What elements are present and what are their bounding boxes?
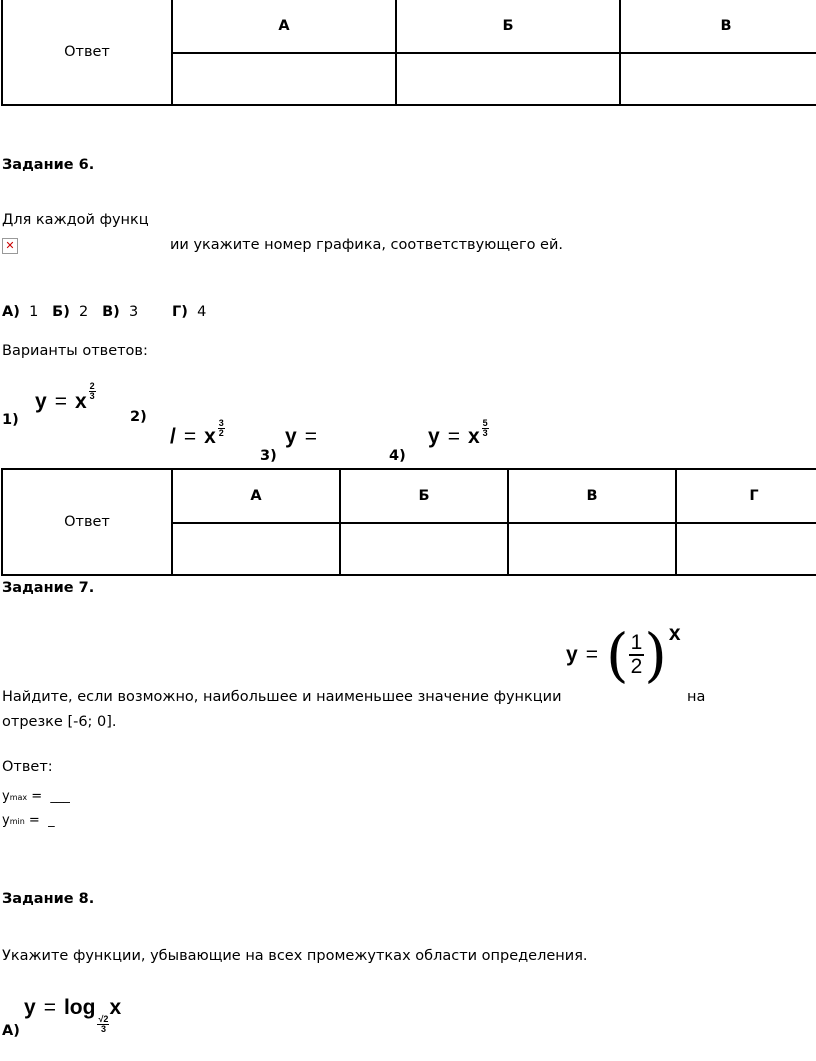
answer-v-label: В) <box>102 304 120 320</box>
answer-cell-b[interactable] <box>340 523 508 575</box>
task-6-text-part1: Для каждой функц <box>2 212 149 228</box>
task-7-text-na: на <box>687 689 706 705</box>
answer-g <box>172 304 206 320</box>
option-1-number: 1) <box>2 412 19 428</box>
ymin-line: ymin = _ <box>2 813 55 828</box>
option-2-number: 2) <box>130 409 147 425</box>
answer-cell-b[interactable] <box>396 53 620 105</box>
answer-cell-v[interactable] <box>508 523 676 575</box>
column-header-b: Б <box>340 469 508 523</box>
task-6-text-part2: ии укажите номер графика, соответствующего ей. <box>170 237 564 253</box>
answer-row-label: Ответ <box>2 0 172 105</box>
option-4-number: 4) <box>389 448 406 464</box>
answer-cell-v[interactable] <box>620 53 816 105</box>
answer-cell-a[interactable] <box>172 53 396 105</box>
answer-b-label: Б) <box>52 304 70 320</box>
column-header-a: А <box>172 0 396 53</box>
task-7-title: Задание 7. <box>2 580 95 596</box>
task-7-text-line2: отрезке [-6; 0]. <box>2 714 117 730</box>
task-8-text: Укажите функции, убывающие на всех промежутках области определения. <box>2 948 588 964</box>
option-3-formula: y = <box>285 425 317 448</box>
column-header-v: В <box>620 0 816 53</box>
task-6-title: Задание 6. <box>2 157 95 173</box>
answer-g-label: Г) <box>172 304 188 320</box>
column-header-v: В <box>508 469 676 523</box>
answer-b-value: 2 <box>79 304 89 320</box>
answer-cell-g[interactable] <box>676 523 816 575</box>
answer-a-value: 1 <box>29 304 39 320</box>
task-8-formula: $y = \log\frac{√2}{3}$ x <box>24 996 122 1034</box>
column-header-b: Б <box>396 0 620 53</box>
option-2-formula: / = x $\frac{3}{2}$ <box>170 418 224 448</box>
task-7-text-line1: Найдите, если возможно, наибольшее и наименьшее значение функции <box>2 689 562 705</box>
task-7-answer-label: Ответ: <box>2 759 53 775</box>
option-4-formula: y = x $\frac{5}{3}$ <box>428 418 488 448</box>
answer-a-label: А) <box>2 304 20 320</box>
column-header-g: Г <box>676 469 816 523</box>
task-8-title: Задание 8. <box>2 891 95 907</box>
option-3-number: 3) <box>260 448 277 464</box>
answer-table-2 <box>1 468 816 576</box>
options-heading: Варианты ответов: <box>2 343 148 359</box>
ymax-line: ymax = ___ <box>2 789 70 804</box>
answer-g-value: 4 <box>197 304 207 320</box>
answer-table-1 <box>1 0 816 106</box>
column-header-a: А <box>172 469 340 523</box>
broken-image-icon: ✕ <box>2 238 18 254</box>
task-7-formula: y = ( $\frac{1}{2})x$ <box>566 621 681 689</box>
task-8-option-a-label: А) <box>2 1023 20 1039</box>
answer-v-value: 3 <box>129 304 139 320</box>
task-6-answers-line <box>2 304 138 320</box>
option-1-formula: y = x $\frac{2}{3}$ <box>35 381 95 413</box>
answer-row-label: Ответ <box>2 469 172 575</box>
answer-cell-a[interactable] <box>172 523 340 575</box>
